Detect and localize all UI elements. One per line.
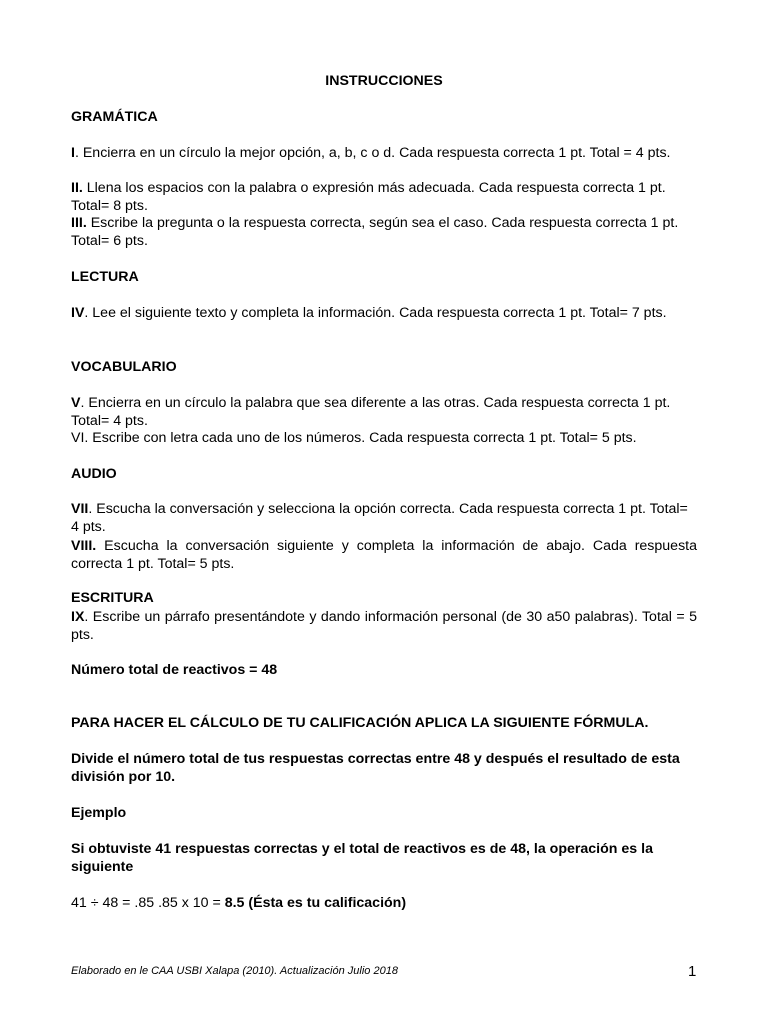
item-text: Escucha la conversación siguiente y completa la información de abajo. Cada respuesta correcta 1 pt. Total= 5 pts. bbox=[71, 538, 697, 572]
item-text: . Escucha la conversación y selecciona la opción correcta. Cada respuesta correcta 1 pt. Total= 4 pts. bbox=[71, 501, 688, 535]
instruction-item-ii bbox=[71, 180, 697, 215]
section-heading-lectura: LECTURA bbox=[71, 269, 139, 285]
calc-expression: 41 ÷ 48 = .85 .85 x 10 = bbox=[71, 895, 225, 911]
instruction-item-v bbox=[71, 395, 697, 430]
divide-instruction: Divide el número total de tus respuestas correctas entre 48 y después el resultado de esta división por 10. bbox=[71, 751, 680, 785]
item-number: IX bbox=[71, 609, 85, 625]
item-text: . Encierra en un círculo la mejor opción, a, b, c o d. Cada respuesta correcta 1 pt. Total = 4 pts. bbox=[74, 145, 671, 161]
item-number: I bbox=[71, 145, 75, 161]
instruction-item-vi bbox=[71, 430, 697, 448]
instruction-item-vii bbox=[71, 501, 697, 536]
ejemplo-label: Ejemplo bbox=[71, 805, 127, 821]
section-heading-audio: AUDIO bbox=[71, 466, 117, 482]
item-number: II. bbox=[71, 180, 83, 196]
page-title: INSTRUCCIONES bbox=[325, 73, 443, 89]
section-heading-vocabulario: VOCABULARIO bbox=[71, 359, 177, 375]
item-text: Llena los espacios con la palabra o expresión más adecuada. Cada respuesta correcta 1 pt. Total= 8 pts. bbox=[71, 180, 666, 214]
page-footer: Elaborado en le CAA USBI Xalapa (2010). Actualización Julio 2018 bbox=[71, 965, 398, 977]
item-text: VI. Escribe con letra cada uno de los números. Cada respuesta correcta 1 pt. Total= 5 pts. bbox=[71, 430, 637, 446]
item-number: VIII. bbox=[71, 538, 97, 554]
calculation-line bbox=[71, 895, 697, 913]
section-heading-gramatica: GRAMÁTICA bbox=[71, 109, 158, 125]
example-text: Si obtuviste 41 respuestas correctas y el total de reactivos es de 48, la operación es la siguiente bbox=[71, 841, 653, 875]
item-text: Escribe la pregunta o la respuesta correcta, según sea el caso. Cada respuesta correcta 1 pt. Total= 6 pts. bbox=[71, 215, 679, 249]
instruction-item-iii bbox=[71, 215, 697, 250]
instruction-item-i bbox=[71, 145, 697, 163]
instruction-item-iv bbox=[71, 305, 697, 323]
section-heading-escritura: ESCRITURA bbox=[71, 590, 154, 606]
item-number: VII bbox=[71, 501, 89, 517]
item-text: . Escribe un párrafo presentándote y dando información personal (de 30 a50 palabras). Total = 5 pts. bbox=[71, 609, 697, 643]
instruction-item-ix bbox=[71, 609, 697, 644]
item-number: III. bbox=[71, 215, 87, 231]
formula-heading: PARA HACER EL CÁLCULO DE TU CALIFICACIÓN APLICA LA SIGUIENTE FÓRMULA. bbox=[71, 715, 649, 731]
item-text: . Encierra en un círculo la palabra que sea diferente a las otras. Cada respuesta correcta 1 pt. Total= 4 pts. bbox=[71, 395, 671, 429]
instruction-item-viii bbox=[71, 538, 697, 573]
calc-result: 8.5 (Ésta es tu calificación) bbox=[224, 895, 407, 911]
total-reactivos: Número total de reactivos = 48 bbox=[71, 662, 278, 678]
item-text: . Lee el siguiente texto y completa la información. Cada respuesta correcta 1 pt. Total= 7 pts. bbox=[84, 305, 667, 321]
item-number: V bbox=[71, 395, 81, 411]
item-number: IV bbox=[71, 305, 85, 321]
page-number: 1 bbox=[688, 963, 697, 980]
